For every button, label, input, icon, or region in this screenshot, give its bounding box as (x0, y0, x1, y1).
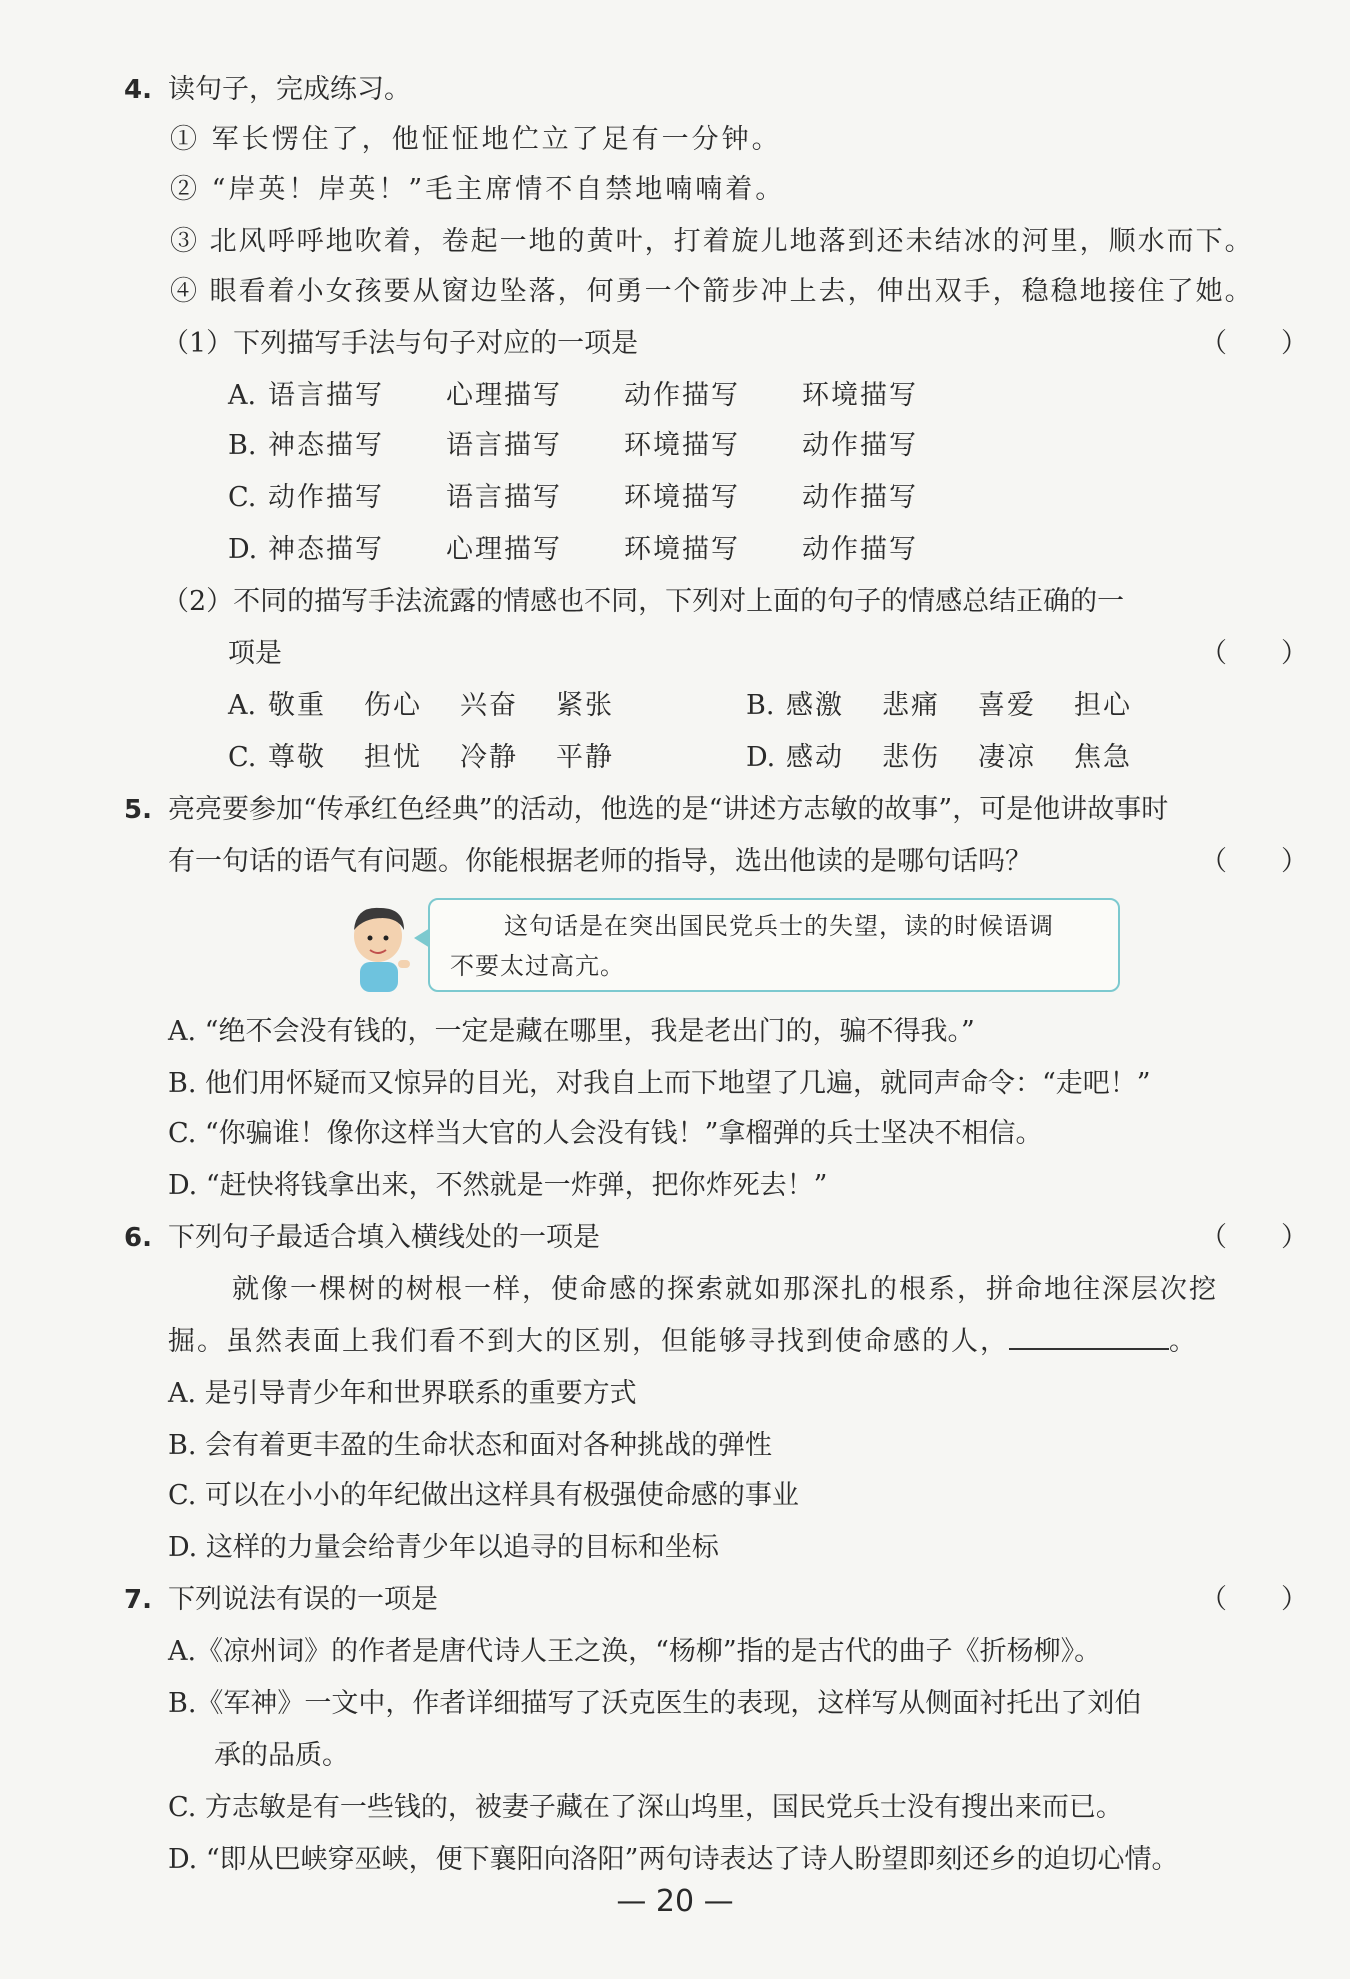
option-word: 动作描写 (802, 534, 918, 565)
sub-question-2-cont: 项是 (228, 638, 282, 669)
option-b[interactable]: B.《军神》一文中，作者详细描写了沃克医生的表现，这样写从侧面衬托出了刘伯 (168, 1688, 1142, 1719)
option-word: 心理描写 (446, 534, 562, 565)
option-word: 担心 (1074, 690, 1132, 721)
answer-parentheses[interactable]: （ ） (1200, 846, 1308, 877)
option-c[interactable]: C. 方志敏是有一些钱的，被妻子藏在了深山坞里，国民党兵士没有搜出来而已。 (168, 1792, 1123, 1823)
sentence-2: ② “岸英！岸英！”毛主席情不自禁地喃喃着。 (170, 174, 786, 205)
boy-teacher-icon (342, 900, 418, 996)
option-word: 感激 (786, 690, 844, 721)
sentence-4: ④ 眼看着小女孩要从窗边坠落，何勇一个箭步冲上去，伸出双手，稳稳地接住了她。 (170, 276, 1254, 307)
answer-parentheses[interactable]: （ ） (1200, 1222, 1308, 1253)
option-b[interactable]: B. 他们用怀疑而又惊异的目光，对我自上而下地望了几遍，就同声命令：“走吧！” (168, 1068, 1151, 1099)
option-label: A. (228, 690, 257, 721)
option-a[interactable] (228, 688, 676, 724)
question-number: 7. (124, 1585, 152, 1615)
option-word: 语言描写 (446, 482, 562, 513)
option-word: 神态描写 (268, 534, 384, 565)
option-a[interactable]: A. “绝不会没有钱的，一定是藏在哪里，我是老出门的，骗不得我。” (168, 1016, 975, 1047)
question-number: 4. (124, 75, 152, 105)
option-word: 喜爱 (978, 690, 1036, 721)
option-label: C. (228, 742, 257, 773)
option-label: A. (228, 380, 257, 411)
option-word: 心理描写 (446, 380, 562, 411)
option-word: 感动 (786, 742, 844, 773)
option-word: 神态描写 (268, 430, 384, 461)
option-word: 尊敬 (268, 742, 326, 773)
option-b[interactable] (746, 688, 1194, 724)
answer-parentheses[interactable]: （ ） (1200, 1584, 1308, 1615)
question-stem-line-1: 亮亮要参加“传承红色经典”的活动，他选的是“讲述方志敏的故事”，可是他讲故事时 (168, 794, 1169, 825)
passage-line-2 (168, 1324, 1198, 1360)
option-word: 语言描写 (268, 380, 384, 411)
sentence-1: ① 军长愣住了，他怔怔地伫立了足有一分钟。 (170, 124, 782, 155)
option-d[interactable]: D. 这样的力量会给青少年以追寻的目标和坐标 (168, 1532, 719, 1563)
option-d[interactable]: D. “即从巴峡穿巫峡，便下襄阳向洛阳”两句诗表达了诗人盼望即刻还乡的迫切心情。 (168, 1844, 1179, 1875)
option-label: B. (228, 430, 257, 461)
sentence-3: ③ 北风呼呼地吹着，卷起一地的黄叶，打着旋儿地落到还未结冰的河里，顺水而下。 (170, 226, 1254, 257)
passage-line-1: 就像一棵树的树根一样，使命感的探索就如那深扎的根系，拼命地往深层次挖 (232, 1274, 1218, 1305)
sub-question-2: （2）不同的描写手法流露的情感也不同，下列对上面的句子的情感总结正确的一 (162, 586, 1125, 617)
question-number: 6. (124, 1223, 152, 1253)
option-a[interactable]: A.《凉州词》的作者是唐代诗人王之涣，“杨柳”指的是古代的曲子《折杨柳》。 (168, 1636, 1102, 1667)
option-word: 平静 (556, 742, 614, 773)
option-label: D. (746, 742, 776, 773)
option-b[interactable]: B. 会有着更丰盈的生命状态和面对各种挑战的弹性 (168, 1430, 773, 1461)
option-c[interactable]: C. 可以在小小的年纪做出这样具有极强使命感的事业 (168, 1480, 799, 1511)
option-word: 悲痛 (882, 690, 940, 721)
question-stem: 下列说法有误的一项是 (168, 1584, 438, 1615)
option-c[interactable] (228, 480, 980, 516)
question-title: 读句子，完成练习。 (168, 74, 411, 105)
option-b-cont: 承的品质。 (214, 1740, 349, 1771)
option-label: B. (746, 690, 775, 721)
option-word: 动作描写 (802, 482, 918, 513)
page-number: — 20 — (616, 1884, 734, 1919)
option-word: 语言描写 (446, 430, 562, 461)
passage-text: 掘。虽然表面上我们看不到大的区别，但能够寻找到使命感的人， (168, 1326, 1009, 1357)
option-c[interactable]: C. “你骗谁！像你这样当大官的人会没有钱！”拿榴弹的兵士坚决不相信。 (168, 1118, 1043, 1149)
option-word: 担忧 (364, 742, 422, 773)
option-word: 紧张 (556, 690, 614, 721)
option-word: 悲伤 (882, 742, 940, 773)
option-label: D. (228, 534, 258, 565)
option-word: 环境描写 (624, 534, 740, 565)
option-a[interactable] (228, 378, 980, 414)
speech-bubble (428, 898, 1120, 992)
option-word: 伤心 (364, 690, 422, 721)
option-b[interactable] (228, 428, 980, 464)
option-word: 敬重 (268, 690, 326, 721)
question-number: 5. (124, 795, 152, 825)
option-word: 冷静 (460, 742, 518, 773)
option-word: 凄凉 (978, 742, 1036, 773)
fill-in-blank[interactable] (1009, 1326, 1169, 1350)
bubble-text-line-2: 不要太过高亢。 (450, 952, 625, 980)
bubble-text-line-1: 这句话是在突出国民党兵士的失望，读的时候语调 (504, 912, 1054, 940)
option-word: 环境描写 (624, 430, 740, 461)
answer-parentheses[interactable]: （ ） (1200, 328, 1308, 359)
sub-question-1: （1）下列描写手法与句子对应的一项是 (162, 328, 639, 359)
option-label: C. (228, 482, 257, 513)
option-word: 焦急 (1074, 742, 1132, 773)
option-word: 动作描写 (624, 380, 740, 411)
answer-parentheses[interactable]: （ ） (1200, 638, 1308, 669)
option-a[interactable]: A. 是引导青少年和世界联系的重要方式 (168, 1378, 637, 1409)
question-stem: 下列句子最适合填入横线处的一项是 (168, 1222, 600, 1253)
option-d[interactable]: D. “赶快将钱拿出来，不然就是一炸弹，把你炸死去！” (168, 1170, 828, 1201)
option-word: 动作描写 (802, 430, 918, 461)
speech-bubble-tail (414, 928, 430, 948)
option-word: 兴奋 (460, 690, 518, 721)
option-word: 环境描写 (802, 380, 918, 411)
question-stem-line-2: 有一句话的语气有问题。你能根据老师的指导，选出他读的是哪句话吗？ (168, 846, 1032, 877)
passage-end: 。 (1169, 1326, 1198, 1357)
option-word: 环境描写 (624, 482, 740, 513)
option-d[interactable] (228, 532, 980, 568)
option-d[interactable] (746, 740, 1194, 776)
option-word: 动作描写 (268, 482, 384, 513)
option-c[interactable] (228, 740, 676, 776)
